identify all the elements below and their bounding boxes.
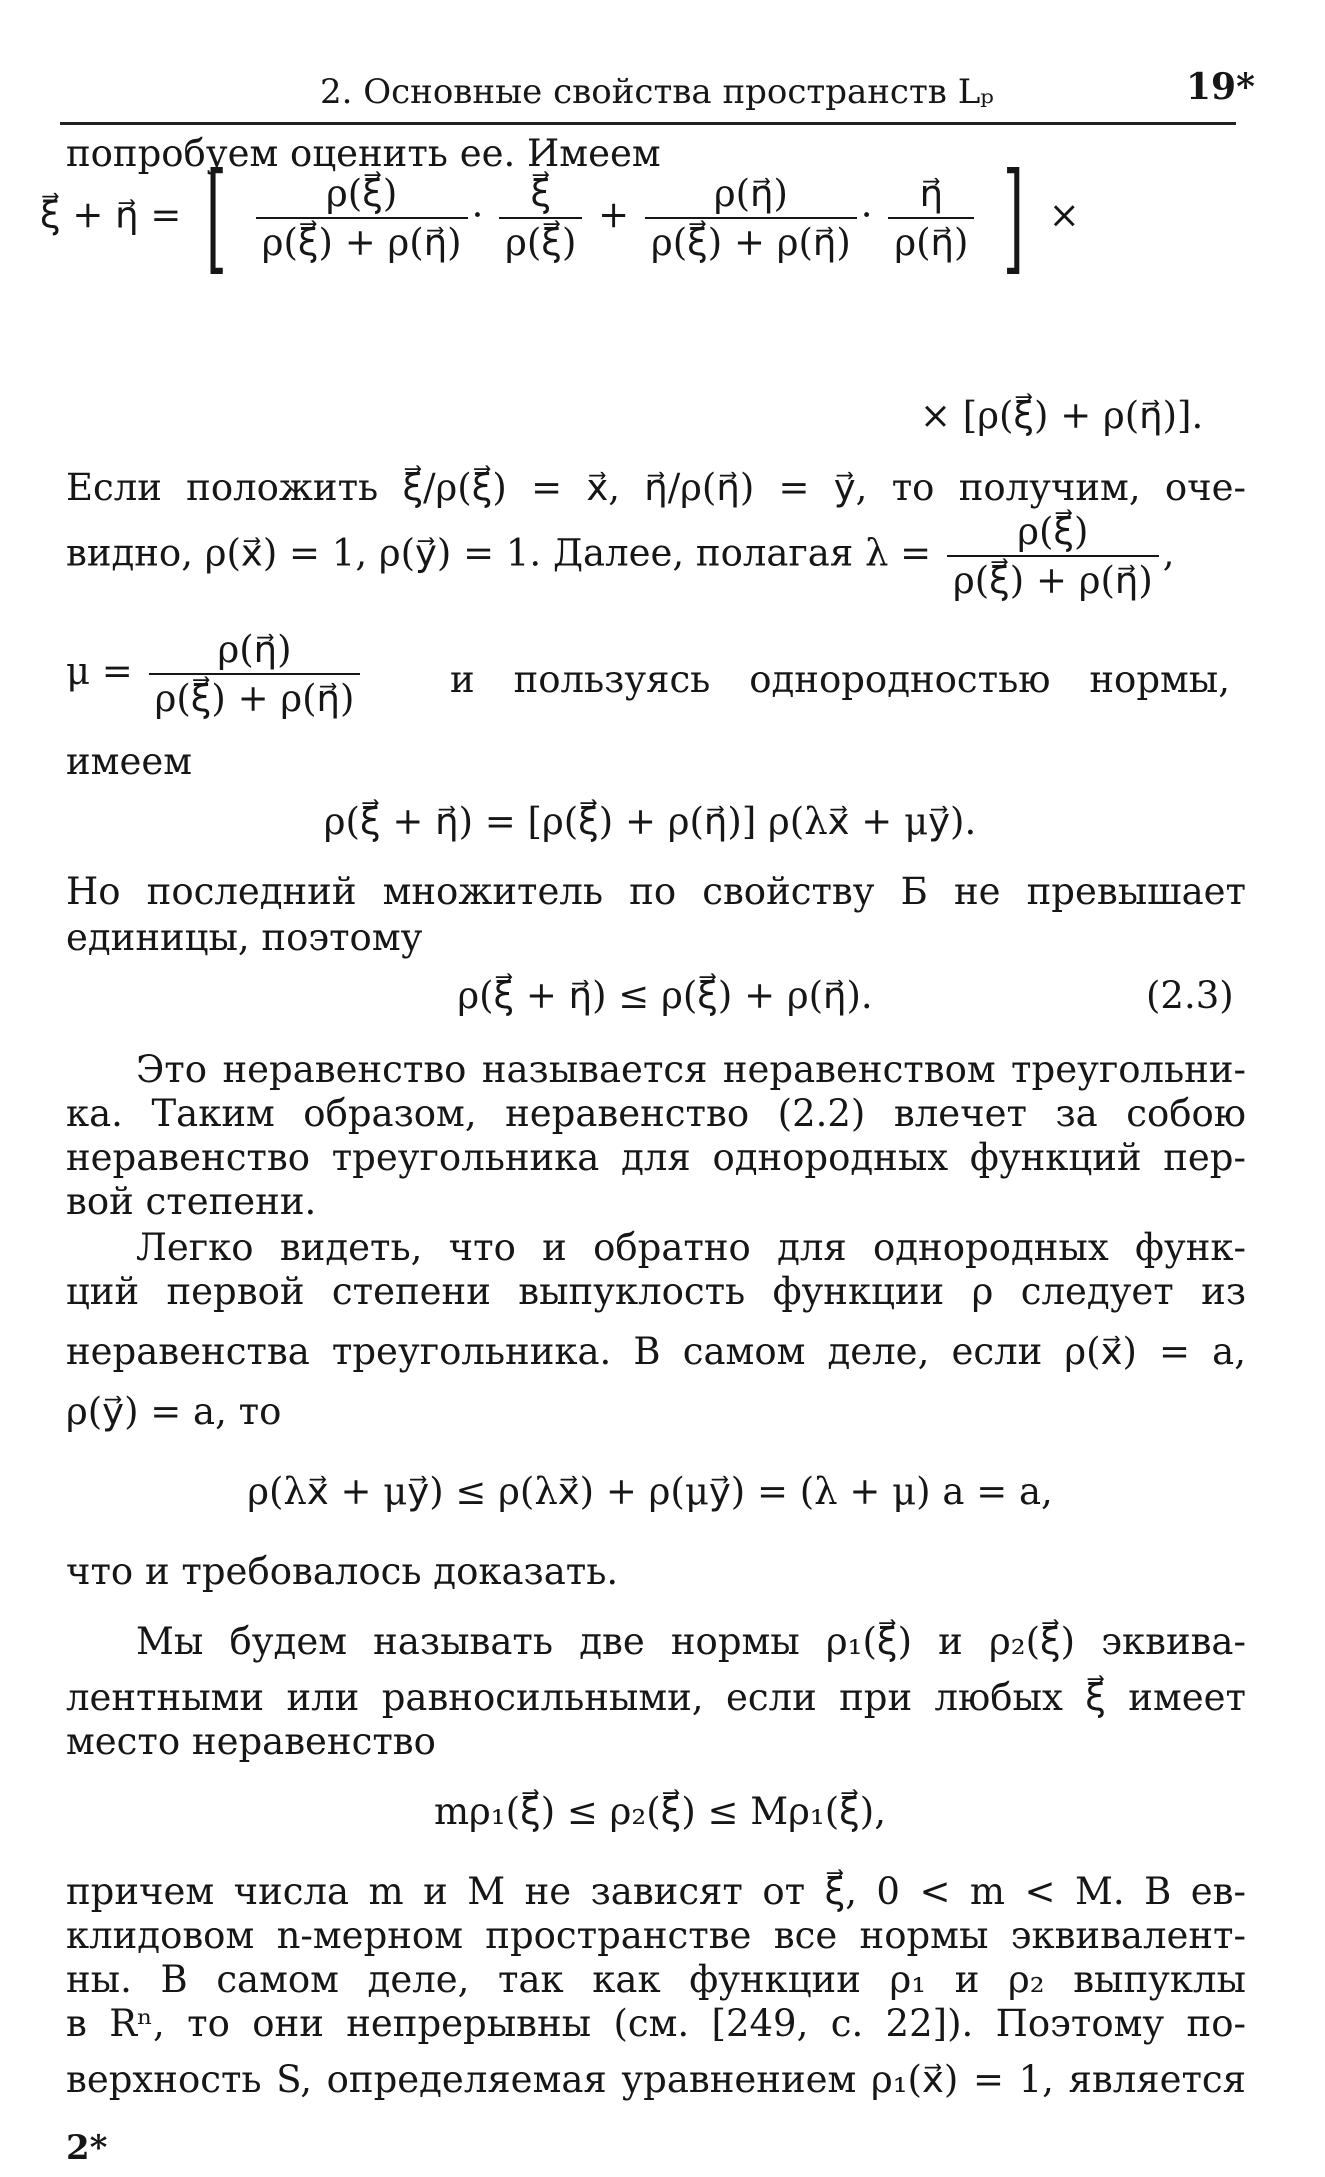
times-sign: × <box>1048 193 1080 237</box>
text-line: Если положить ξ⃗/ρ(ξ⃗) = x⃗, η⃗/ρ(η⃗) = y⃗, то получим, оче- <box>66 466 1246 509</box>
fraction-denominator: ρ(η⃗) <box>888 217 974 264</box>
equation-number: (2.3) <box>1146 974 1234 1017</box>
fraction-numerator: ρ(η⃗) <box>217 628 292 671</box>
fraction-numerator: ρ(ξ⃗) <box>326 172 398 215</box>
fraction-denominator: ρ(ξ⃗) + ρ(η⃗) <box>645 217 857 264</box>
plus-sign: + <box>598 193 630 237</box>
comma: , <box>1162 531 1175 575</box>
text-line: клидовом n-мерном пространстве все нормы эквивалент- <box>66 1914 1246 1957</box>
text-line-with-lambda <box>66 510 1175 602</box>
fraction-numerator: ρ(η⃗) <box>713 172 788 215</box>
header-rule <box>60 122 1236 125</box>
left-bracket: [ <box>206 148 228 287</box>
equation-sum-decomposition: ξ⃗ + η⃗ = [ $\frac{\rho(\xi⃗)}{\rho(\xi⃗) + \rho(\eta⃗)}$ · $\frac{\xi⃗}{\rho(\xi⃗)}$ + $\frac{\rho(\eta⃗)}{\rho(\xi⃗) + \rho(\eta⃗)}$ · $\frac{\eta⃗}{\rho(\eta⃗)}$ ] × <box>40 148 1080 287</box>
text-line: ρ(y⃗) = a, то <box>66 1390 282 1433</box>
mu-label: μ = <box>66 649 133 693</box>
fraction <box>888 172 974 264</box>
mu-fraction <box>149 628 361 720</box>
text-line: Легко видеть, что и обратно для однородных функ- <box>136 1226 1246 1269</box>
fraction-denominator: ρ(ξ⃗) + ρ(η⃗) <box>256 217 468 264</box>
fraction <box>256 172 468 264</box>
mu-definition <box>66 628 364 720</box>
text-line: Но последний множитель по свойству Б не превышает <box>66 870 1246 913</box>
lambda-fraction <box>947 510 1159 602</box>
equation-norm-equivalence: mρ₁(ξ⃗) ≤ ρ₂(ξ⃗) ≤ Mρ₁(ξ⃗), <box>433 1790 887 1833</box>
text-line: место неравенство <box>66 1720 436 1763</box>
fraction <box>499 172 582 264</box>
fraction-numerator: η⃗ <box>919 172 944 215</box>
equation-homogeneity: ρ(ξ⃗ + η⃗) = [ρ(ξ⃗) + ρ(η⃗)] ρ(λx⃗ + μy⃗). <box>323 800 977 843</box>
text-line: в Rⁿ, то они непрерывны (см. [249, с. 22]). Поэтому по- <box>66 2002 1246 2045</box>
page-number: 19* <box>1186 66 1255 108</box>
text-line: причем числа m и M не зависят от ξ⃗, 0 < m < M. В ев- <box>66 1870 1246 1913</box>
text-line: попробуем оценить ее. Имеем <box>66 132 661 175</box>
text-line: лентными или равносильными, если при любых ξ⃗ имеет <box>66 1676 1246 1719</box>
text-line: верхность S, определяемая уравнением ρ₁(x⃗) = 1, является <box>66 2058 1246 2101</box>
fraction-denominator: ρ(ξ⃗) + ρ(η⃗) <box>947 555 1159 602</box>
right-bracket: ] <box>1003 148 1025 287</box>
text-line: и пользуясь однородностью нормы, <box>450 658 1230 701</box>
signature-mark: 2* <box>66 2128 108 2168</box>
fraction <box>645 172 857 264</box>
text-line: ций первой степени выпуклость функции ρ следует из <box>66 1270 1246 1313</box>
text-line: неравенство треугольника для однородных функций пер- <box>66 1136 1246 1179</box>
text-line: ка. Таким образом, неравенство (2.2) влечет за собою <box>66 1092 1246 1135</box>
equation-lhs: ξ⃗ + η⃗ = <box>40 193 182 237</box>
text-line: имеем <box>66 740 193 783</box>
equation-triangle-inequality: ρ(ξ⃗ + η⃗) ≤ ρ(ξ⃗) + ρ(η⃗). <box>457 974 873 1017</box>
text-line: единицы, поэтому <box>66 916 423 959</box>
text-line: вой степени. <box>66 1180 317 1223</box>
text-segment: видно, ρ(x⃗) = 1, ρ(y⃗) = 1. Далее, полагая λ = <box>66 531 932 575</box>
fraction-numerator: ξ⃗ <box>530 172 552 215</box>
text-line: что и требовалось доказать. <box>66 1550 619 1593</box>
fraction-denominator: ρ(ξ⃗) <box>499 217 582 264</box>
text-line: неравенства треугольника. В самом деле, если ρ(x⃗) = a, <box>66 1330 1246 1373</box>
equation-convexity: ρ(λx⃗ + μy⃗) ≤ ρ(λx⃗) + ρ(μy⃗) = (λ + μ) a = a, <box>247 1470 1053 1513</box>
equation-continuation: × [ρ(ξ⃗) + ρ(η⃗)]. <box>920 394 1204 437</box>
fraction-denominator: ρ(ξ⃗) + ρ(η⃗) <box>149 673 361 720</box>
text-line: Мы будем называть две нормы ρ₁(ξ⃗) и ρ₂(ξ⃗) эквива- <box>136 1620 1246 1663</box>
running-header-title: 2. Основные свойства пространств Lₚ <box>320 72 994 112</box>
text-line: ны. В самом деле, так как функции ρ₁ и ρ₂ выпуклы <box>66 1958 1246 2001</box>
text-line: Это неравенство называется неравенством треугольни- <box>136 1048 1246 1091</box>
fraction-numerator: ρ(ξ⃗) <box>1017 510 1089 553</box>
